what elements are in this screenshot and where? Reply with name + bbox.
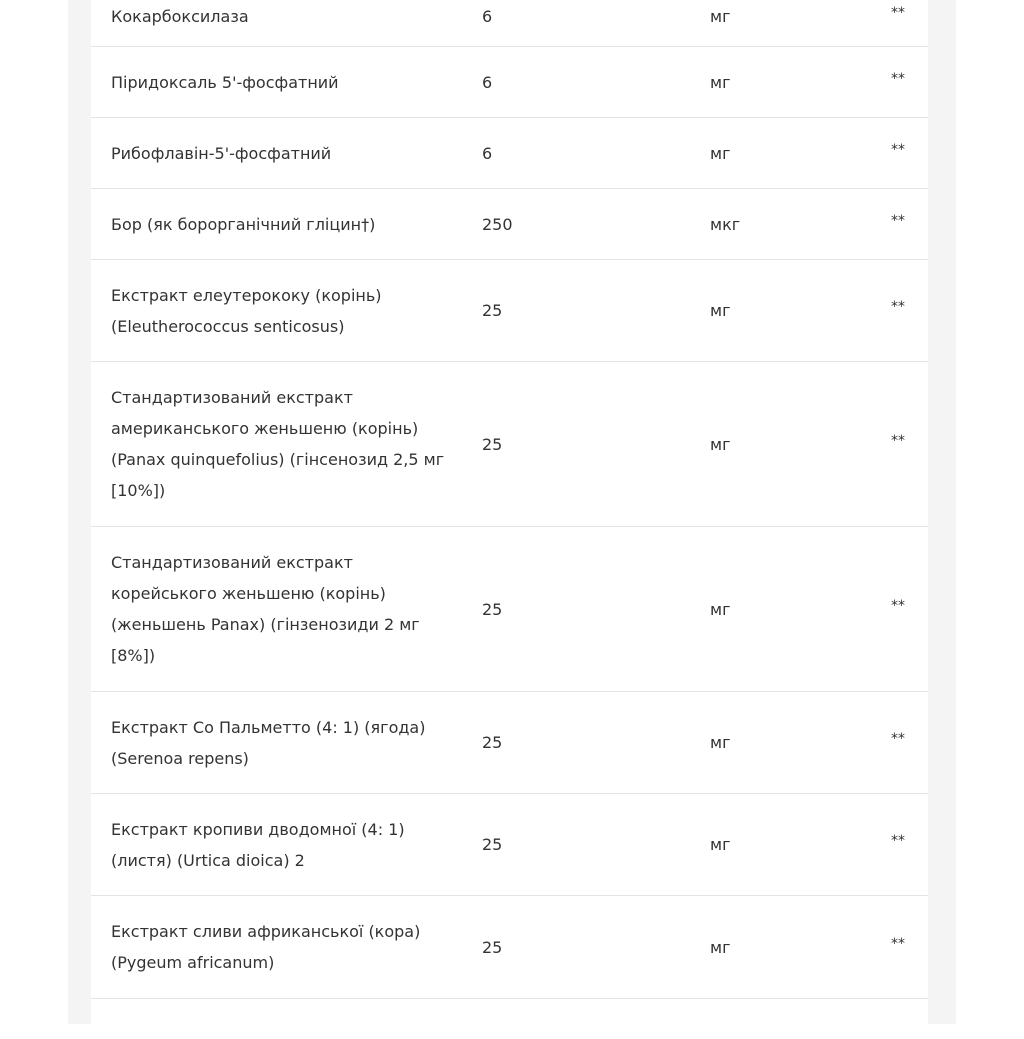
ingredient-unit: мг <box>710 301 731 320</box>
table-row <box>91 47 928 118</box>
ingredient-name: Екстракт кропиви дводомної (4: 1) (листя) (Urtica dioica) 2 <box>111 819 405 870</box>
ingredient-unit: мг <box>710 835 731 854</box>
daily-value: ** <box>891 597 905 614</box>
daily-value: ** <box>891 299 905 315</box>
ingredient-name: Екстракт Со Пальметто (4: 1) (ягода) (Serenoa repens) <box>111 717 426 768</box>
ingredient-amount: 25 <box>482 733 503 752</box>
daily-value: ** <box>891 935 905 952</box>
ingredient-name: Бор (як борорганічний гліцин†) <box>111 214 376 234</box>
ingredient-unit: мг <box>710 72 731 92</box>
ingredient-name: Стандартизований екстракт корейського женьшеню (корінь) (женьшень Panax) (гінзенозиди 2 мг [8%]) <box>111 553 420 665</box>
ingredient-name: Кокарбоксилаза <box>111 7 249 26</box>
ingredient-amount: 6 <box>482 72 493 92</box>
ingredient-amount: 6 <box>482 143 493 163</box>
supplement-facts-table <box>91 0 928 1039</box>
ingredient-name: Піридоксаль 5'-фосфатний <box>111 72 339 92</box>
ingredient-name: Екстракт елеутерококу (корінь) (Eleutherococcus senticosus) <box>111 285 382 336</box>
daily-value: ** <box>891 432 905 449</box>
table-row <box>91 692 928 794</box>
ingredient-amount: 25 <box>482 301 503 320</box>
ingredient-unit: мг <box>710 937 731 957</box>
table-row <box>91 0 928 47</box>
ingredient-unit: мг <box>710 434 731 454</box>
daily-value: ** <box>891 212 905 229</box>
table-row <box>91 896 928 999</box>
daily-value: ** <box>891 731 905 747</box>
ingredient-name: Екстракт сливи африканської (кора) (Pygeum africanum) <box>111 922 421 972</box>
table-row <box>91 794 928 896</box>
daily-value: ** <box>891 5 905 21</box>
table-row <box>91 527 928 692</box>
ingredient-unit: мг <box>710 143 731 163</box>
daily-value: ** <box>891 833 905 849</box>
daily-value: ** <box>891 70 905 87</box>
ingredient-amount: 25 <box>482 835 503 854</box>
table-row <box>91 118 928 189</box>
ingredient-unit: мг <box>710 733 731 752</box>
ingredient-name: Стандартизований екстракт американського женьшеню (корінь) (Panax quinquefolius) (гінсенозид 2,5 мг [10%]) <box>111 388 445 500</box>
daily-value: ** <box>891 141 905 158</box>
ingredient-amount: 25 <box>482 434 503 454</box>
table-row <box>91 999 928 1039</box>
ingredient-unit: мг <box>710 7 731 26</box>
ingredient-unit: мкг <box>710 214 741 234</box>
ingredient-name: Рибофлавін-5'-фосфатний <box>111 143 332 163</box>
ingredient-unit: мг <box>710 599 731 619</box>
ingredient-amount: 25 <box>482 937 503 957</box>
ingredient-amount: 250 <box>482 214 513 234</box>
ingredient-amount: 25 <box>482 599 503 619</box>
table-row <box>91 260 928 362</box>
table-row <box>91 362 928 527</box>
table-row <box>91 189 928 260</box>
ingredient-amount: 6 <box>482 7 493 26</box>
